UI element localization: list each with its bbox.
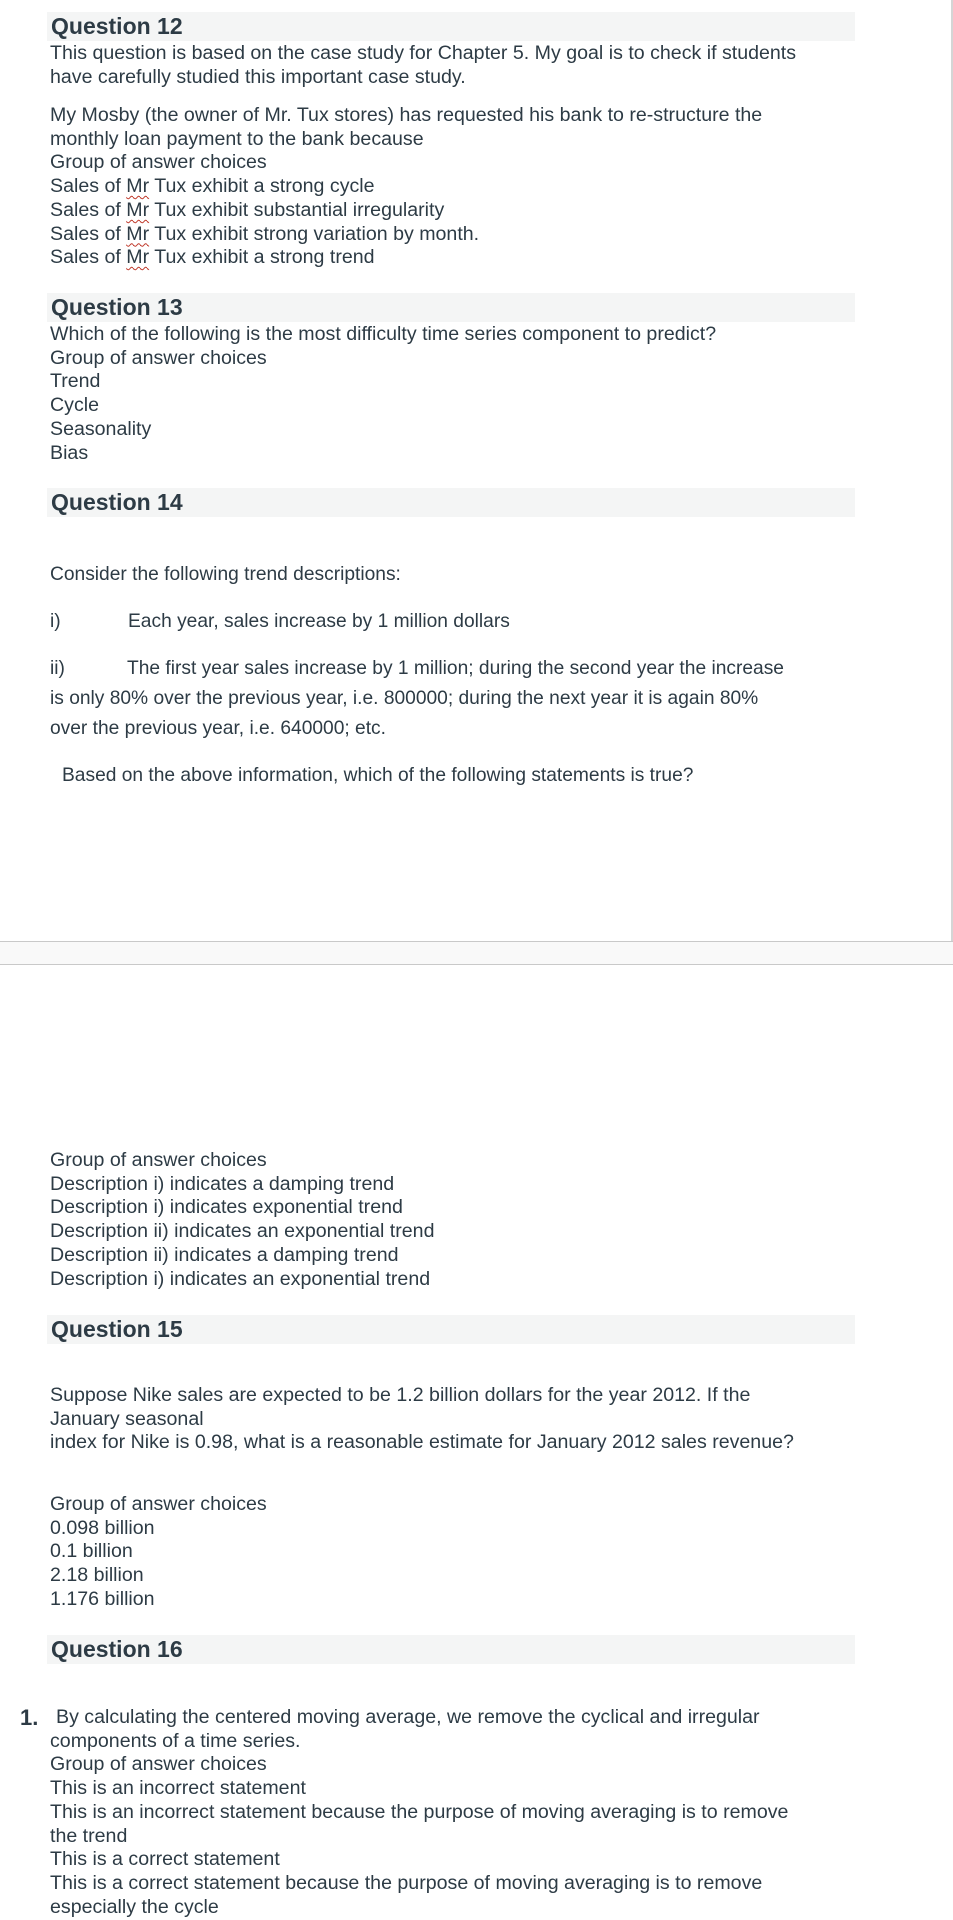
answer-choice[interactable]: Description i) indicates a damping trend — [50, 1172, 395, 1195]
question-15-choices — [50, 1493, 930, 1612]
answer-choice[interactable]: 0.098 billion — [50, 1516, 155, 1539]
item-text: The first year sales increase by 1 million; during the second year the increase — [127, 658, 784, 679]
question-title: Question 14 — [51, 489, 183, 515]
question-14-choices — [50, 1149, 930, 1291]
item-text: Each year, sales increase by 1 million dollars — [128, 611, 510, 632]
question-16-body — [50, 1706, 930, 1919]
item-label: ii) — [50, 658, 65, 679]
question-prompt: Suppose Nike sales are expected to be 1.2 billion dollars for the year 2012. If the — [50, 1384, 751, 1406]
question-15-prompt — [50, 1384, 930, 1455]
page-break — [0, 941, 953, 965]
question-14-question — [62, 761, 942, 791]
answer-choice[interactable]: This is a correct statement — [50, 1848, 280, 1871]
question-prompt: Which of the following is the most difficulty time series component to predict? — [50, 323, 717, 345]
answer-choice[interactable]: Cycle — [50, 394, 99, 417]
group-label: Group of answer choices — [50, 1493, 267, 1515]
list-number: 1. — [20, 1705, 39, 1730]
answer-choice[interactable]: Sales of Mr Tux exhibit substantial irregularity — [50, 198, 445, 221]
answer-choice[interactable]: This is an incorrect statement — [50, 1777, 306, 1800]
question-title: Question 16 — [51, 1636, 183, 1662]
group-label: Group of answer choices — [50, 1149, 267, 1171]
answer-choice[interactable]: Description i) indicates exponential trend — [50, 1196, 403, 1219]
question-prompt: January seasonal — [50, 1407, 204, 1430]
text-line: have carefully studied this important case study. — [50, 65, 466, 88]
description-i — [50, 607, 930, 637]
question-13-body — [50, 323, 930, 465]
question-16-header — [47, 1635, 855, 1664]
question-12-header — [47, 12, 855, 41]
group-label: Group of answer choices — [50, 151, 267, 174]
item-text: is only 80% over the previous year, i.e. 800000; during the next year it is again 80% — [50, 688, 759, 709]
group-label: Group of answer choices — [50, 1753, 267, 1776]
answer-choice[interactable]: Trend — [50, 370, 101, 393]
question-prompt: index for Nike is 0.98, what is a reasonable estimate for January 2012 sales revenue? — [50, 1431, 794, 1454]
question-13-header — [47, 293, 855, 322]
item-label: i) — [50, 611, 61, 632]
question-14-lead — [50, 560, 930, 590]
item-text: over the previous year, i.e. 640000; etc. — [50, 718, 386, 739]
answer-choice[interactable]: 2.18 billion — [50, 1564, 144, 1587]
question-prompt: monthly loan payment to the bank because — [50, 127, 424, 150]
answer-choice[interactable]: Sales of Mr Tux exhibit a strong trend — [50, 246, 375, 269]
group-label: Group of answer choices — [50, 346, 267, 369]
text-line: This question is based on the case study for Chapter 5. My goal is to check if students — [50, 42, 797, 64]
answer-choice[interactable]: Sales of Mr Tux exhibit a strong cycle — [50, 175, 375, 198]
answer-choice[interactable]: Sales of Mr Tux exhibit strong variation by month. — [50, 222, 480, 245]
text-line: Consider the following trend descriptions: — [50, 564, 401, 585]
question-12-body — [50, 104, 930, 270]
description-ii — [50, 654, 930, 744]
answer-choice[interactable]: Description ii) indicates an exponential trend — [50, 1220, 435, 1243]
answer-choice[interactable]: Bias — [50, 441, 89, 464]
question-prompt: Based on the above information, which of the following statements is true? — [62, 765, 694, 786]
answer-choice[interactable]: Description i) indicates an exponential trend — [50, 1267, 431, 1290]
answer-choice[interactable]: 1.176 billion — [50, 1587, 155, 1610]
answer-choice[interactable]: This is a correct statement because the purpose of moving averaging is to remove especially the cycle — [50, 1871, 763, 1918]
answer-choice[interactable]: This is an incorrect statement because the purpose of moving averaging is to remove the trend — [50, 1800, 789, 1847]
answer-choice[interactable]: Description ii) indicates a damping trend — [50, 1243, 399, 1266]
question-prompt: components of a time series. — [50, 1729, 301, 1752]
question-prompt: My Mosby (the owner of Mr. Tux stores) has requested his bank to re-structure the — [50, 104, 763, 126]
question-title: Question 15 — [51, 1316, 183, 1342]
question-prompt: By calculating the centered moving average, we remove the cyclical and irregular — [56, 1706, 760, 1728]
question-12-intro — [50, 42, 930, 89]
question-title: Question 12 — [51, 13, 183, 39]
question-14-header — [47, 488, 855, 517]
answer-choice[interactable]: 0.1 billion — [50, 1540, 133, 1563]
answer-choice[interactable]: Seasonality — [50, 417, 152, 440]
question-title: Question 13 — [51, 294, 183, 320]
question-15-header — [47, 1315, 855, 1344]
